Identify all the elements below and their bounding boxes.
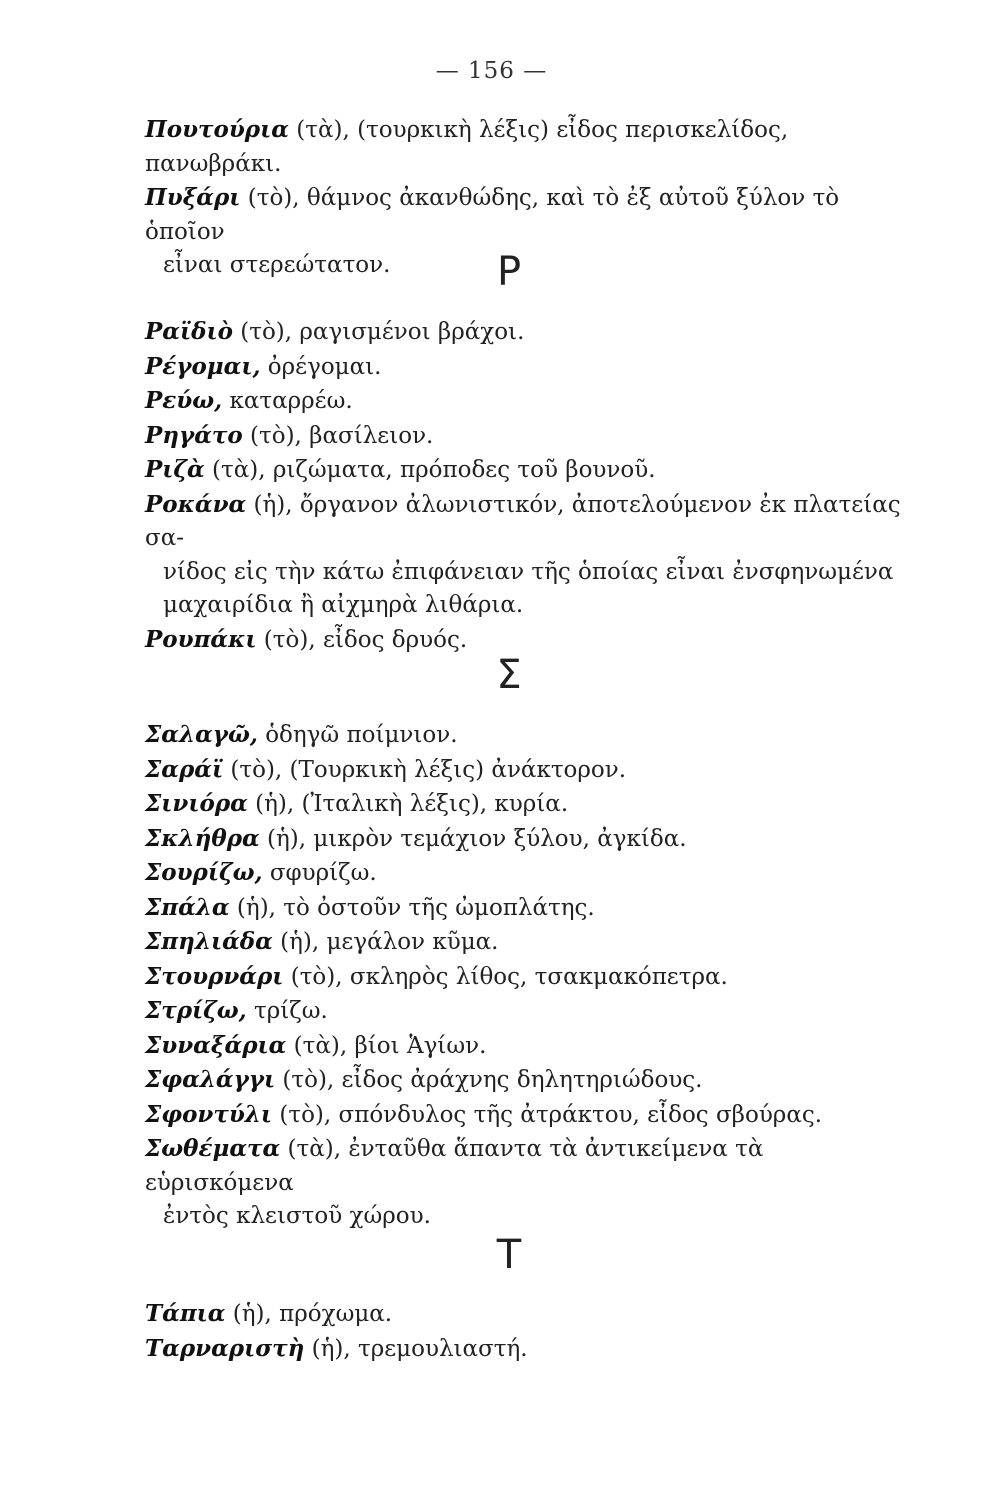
definition: σφυρίζω. (262, 860, 377, 886)
definition-continuation: νίδος εἰς τὴν κάτω ἐπιφάνειαν τῆς ὁποίας εἶναι ἐνσφηνωμένα (163, 558, 894, 585)
definition: (ἡ), τὸ ὀστοῦν τῆς ὠμοπλάτης. (229, 894, 595, 921)
definition: (τὸ), θάμνος ἀκανθώδης, καὶ τὸ ἐξ αὐτοῦ ξύλον τὸ ὁποῖον (145, 185, 840, 245)
dictionary-entry (0, 1132, 983, 1234)
definition: (ἡ), πρόχωμα. (225, 1301, 393, 1327)
definition: ὁδηγῶ ποίμνιον. (257, 722, 458, 748)
section-sigma-entries (0, 718, 983, 1234)
headword: Ρέγομαι, (145, 352, 261, 380)
headword: Σαλαγῶ, (145, 721, 258, 748)
headword: Ρεύω, (145, 387, 223, 414)
headword: Ρηγάτο (145, 421, 243, 449)
definition: (ἡ), (Ἰταλικὴ λέξις), κυρία. (247, 791, 569, 817)
dictionary-entry (0, 994, 983, 1029)
headword: Σωθέματα (145, 1135, 281, 1162)
dictionary-entry (0, 891, 983, 926)
letter-heading: Σ (496, 652, 522, 698)
definition: (ἡ), τρεμουλιαστή. (304, 1335, 528, 1362)
headword: Πυξάρι (145, 184, 241, 211)
definition: (τὸ), εἶδος δρυός. (256, 626, 468, 653)
headword: Σουρίζω, (145, 859, 263, 886)
headword: Στουρνάρι (145, 962, 284, 990)
definition: (τὸ), βασίλειον. (242, 422, 434, 449)
definition: (ἡ), μεγάλον κῦμα. (272, 929, 499, 955)
letter-heading: Ρ (496, 249, 522, 295)
section-tau (0, 1232, 983, 1278)
dictionary-entry (0, 1063, 983, 1098)
definition-continuation: μαχαιρίδια ἢ αἰχμηρὰ λιθάρια. (163, 592, 524, 618)
definition: (τὸ), σκληρὸς λίθος, τσακμακόπετρα. (283, 963, 728, 990)
page-number: — 156 — (435, 58, 548, 84)
dictionary-entry (0, 488, 983, 623)
headword: Στρίζω, (145, 997, 247, 1024)
definition: ὀρέγομαι. (260, 353, 382, 380)
dictionary-entry (0, 787, 983, 822)
dictionary-entry (0, 1297, 983, 1332)
headword: Σπάλα (145, 893, 230, 921)
dictionary-entry (0, 960, 983, 995)
definition: (ἡ), μικρὸν τεμάχιον ξύλου, ἀγκίδα. (259, 825, 687, 852)
definition-continuation: εἶναι στερεώτατον. (163, 252, 391, 278)
section-tau-entries (0, 1297, 983, 1366)
headword: Ρουπάκι (145, 625, 257, 653)
headword: Πουτούρια (145, 116, 289, 143)
definition-continuation: ἐντὸς κλειστοῦ χώρου. (163, 1203, 431, 1229)
definition: (τὰ), ριζώματα, πρόποδες τοῦ βουνοῦ. (204, 457, 656, 483)
dictionary-entry (0, 350, 983, 385)
headword: Σκλήθρα (145, 824, 260, 852)
section-rho (0, 249, 983, 295)
dictionary-entry (0, 315, 983, 350)
headword: Σαράϊ (145, 755, 224, 783)
headword: Τάπια (145, 1300, 226, 1327)
dictionary-entry (0, 384, 983, 419)
headword: Σφαλάγγι (145, 1066, 276, 1093)
dictionary-entry (0, 1098, 983, 1133)
dictionary-entry (0, 753, 983, 788)
headword: Ροκάνα (145, 490, 247, 518)
definition: (τὰ), (τουρκικὴ λέξις) εἶδος περισκελίδος, πανωβράκι. (145, 117, 789, 177)
section-sigma (0, 652, 983, 698)
section-rho-entries (0, 315, 983, 657)
headword: Ριζὰ (145, 456, 205, 483)
dictionary-entry (0, 1332, 983, 1367)
definition: (ἡ), ὄργανον ἀλωνιστικόν, ἀποτελούμενον ἐκ πλατείας σα- (145, 491, 901, 551)
dictionary-entry (0, 419, 983, 454)
definition: (τὸ), ραγισμένοι βράχοι. (232, 319, 525, 345)
headword: Ραϊδιὸ (145, 318, 233, 345)
headword: Συναξάρια (145, 1031, 287, 1059)
letter-heading: Τ (496, 1232, 522, 1278)
definition: καταρρέω. (222, 388, 353, 414)
dictionary-entry (0, 453, 983, 488)
dictionary-entry (0, 822, 983, 857)
headword: Ταρναριστὴ (145, 1334, 305, 1362)
definition: (τὸ), εἶδος ἀράχνης δηλητηριώδους. (275, 1067, 703, 1093)
dictionary-entry (0, 856, 983, 891)
dictionary-entry (0, 925, 983, 960)
definition: (τὸ), σπόνδυλος τῆς ἀτράκτου, εἶδος σβούρας. (272, 1101, 823, 1128)
definition: (τὸ), (Τουρκικὴ λέξις) ἀνάκτορον. (223, 756, 627, 783)
definition: τρίζω. (246, 998, 328, 1024)
dictionary-entry (0, 623, 983, 658)
headword: Σπηλιάδα (145, 928, 273, 955)
dictionary-entry (0, 718, 983, 753)
definition: (τὰ), βίοι Ἁγίων. (286, 1032, 487, 1059)
headword: Σινιόρα (145, 790, 248, 817)
dictionary-entry (0, 113, 983, 181)
dictionary-entry (0, 1029, 983, 1064)
headword: Σφοντύλι (145, 1100, 273, 1128)
definition: (τὰ), ἐνταῦθα ἅπαντα τὰ ἀντικείμενα τὰ εὑρισκόμενα (145, 1136, 764, 1196)
